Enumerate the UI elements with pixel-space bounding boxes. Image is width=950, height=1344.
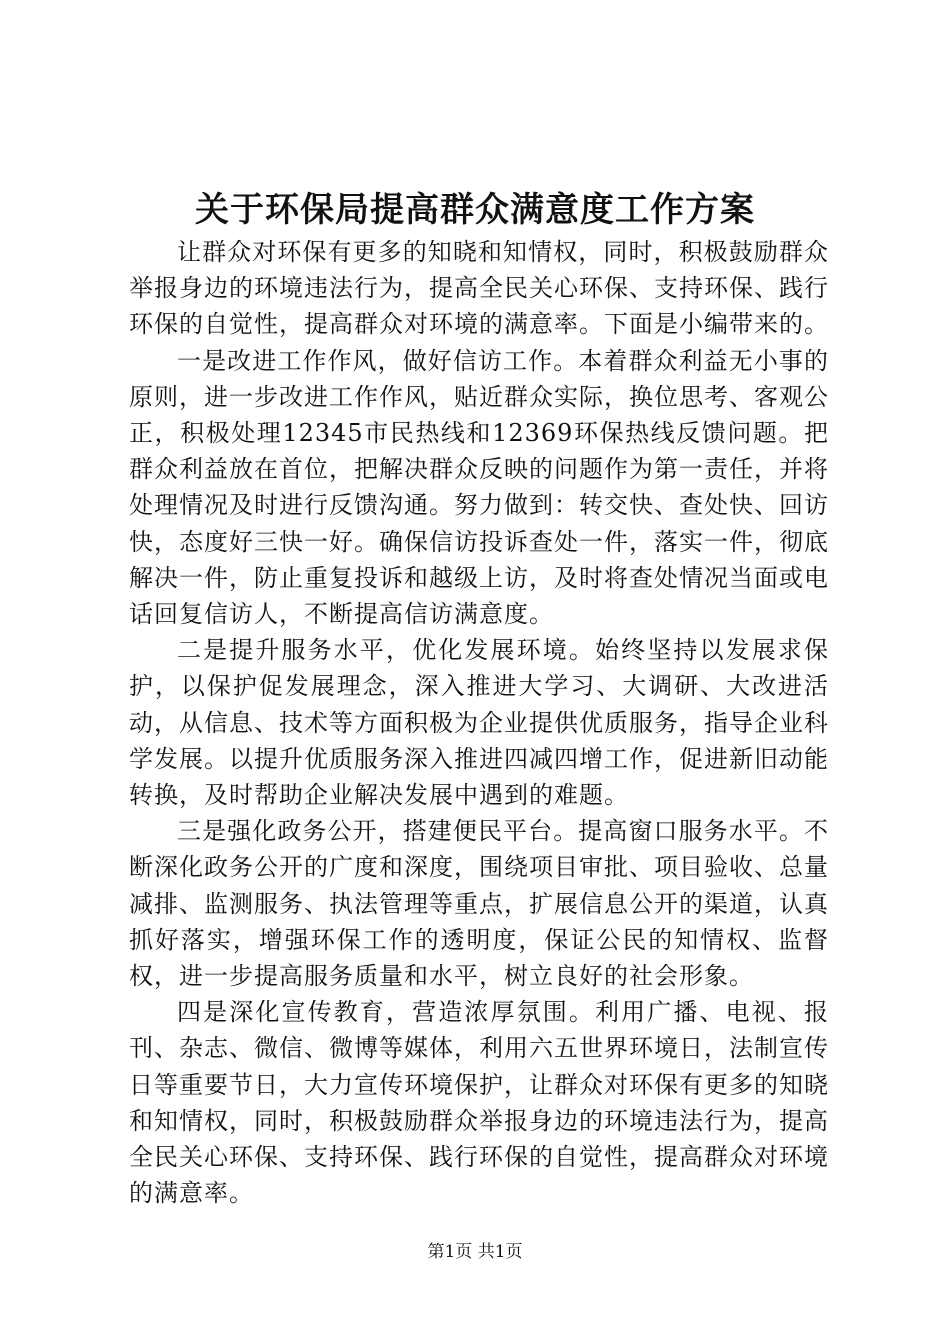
paragraph-4: 四是深化宣传教育，营造浓厚氛围。利用广播、电视、报刊、杂志、微信、微博等媒体，利用六五世界环境日，法制宣传日等重要节日，大力宣传环境保护，让群众对环保有更多的知晓和知情权，同时，积极鼓励群众举报身边的环境违法行为，提高全民关心环保、支持环保、践行环保的自觉性，提高群众对环境的满意率。: [129, 998, 829, 1208]
paragraph-3: 三是强化政务公开，搭建便民平台。提高窗口服务水平。不断深化政务公开的广度和深度，围绕项目审批、项目验收、总量减排、监测服务、执法管理等重点，扩展信息公开的渠道，认真抓好落实，增强环保工作的透明度，保证公民的知情权、监督权，进一步提高服务质量和水平，树立良好的社会形象。: [129, 817, 829, 991]
paragraph-1: 一是改进工作作风，做好信访工作。本着群众利益无小事的原则，进一步改进工作作风，贴近群众实际，换位思考、客观公正，积极处理12345市民热线和12369环保热线反馈问题。把群众利益放在首位，把解决群众反映的问题作为第一责任，并将处理情况及时进行反馈沟通。努力做到：转交快、查处快、回访快，态度好三快一好。确保信访投诉查处一件，落实一件，彻底解决一件，防止重复投诉和越级上访，及时将查处情况当面或电话回复信访人，不断提高信访满意度。: [129, 346, 829, 629]
document-body: [129, 234, 829, 1211]
paragraph-2: 二是提升服务水平，优化发展环境。始终坚持以发展求保护，以保护促发展理念，深入推进大学习、大调研、大改进活动，从信息、技术等方面积极为企业提供优质服务，指导企业科学发展。以提升优质服务深入推进四减四增工作，促进新旧动能转换，及时帮助企业解决发展中遇到的难题。: [129, 636, 829, 810]
page-footer: 第1页 共1页: [427, 1242, 523, 1262]
paragraph-intro: 让群众对环保有更多的知晓和知情权，同时，积极鼓励群众举报身边的环境违法行为，提高全民关心环保、支持环保、践行环保的自觉性，提高群众对环境的满意率。下面是小编带来的。: [129, 238, 829, 339]
document-title: 关于环保局提高群众满意度工作方案: [195, 190, 755, 230]
